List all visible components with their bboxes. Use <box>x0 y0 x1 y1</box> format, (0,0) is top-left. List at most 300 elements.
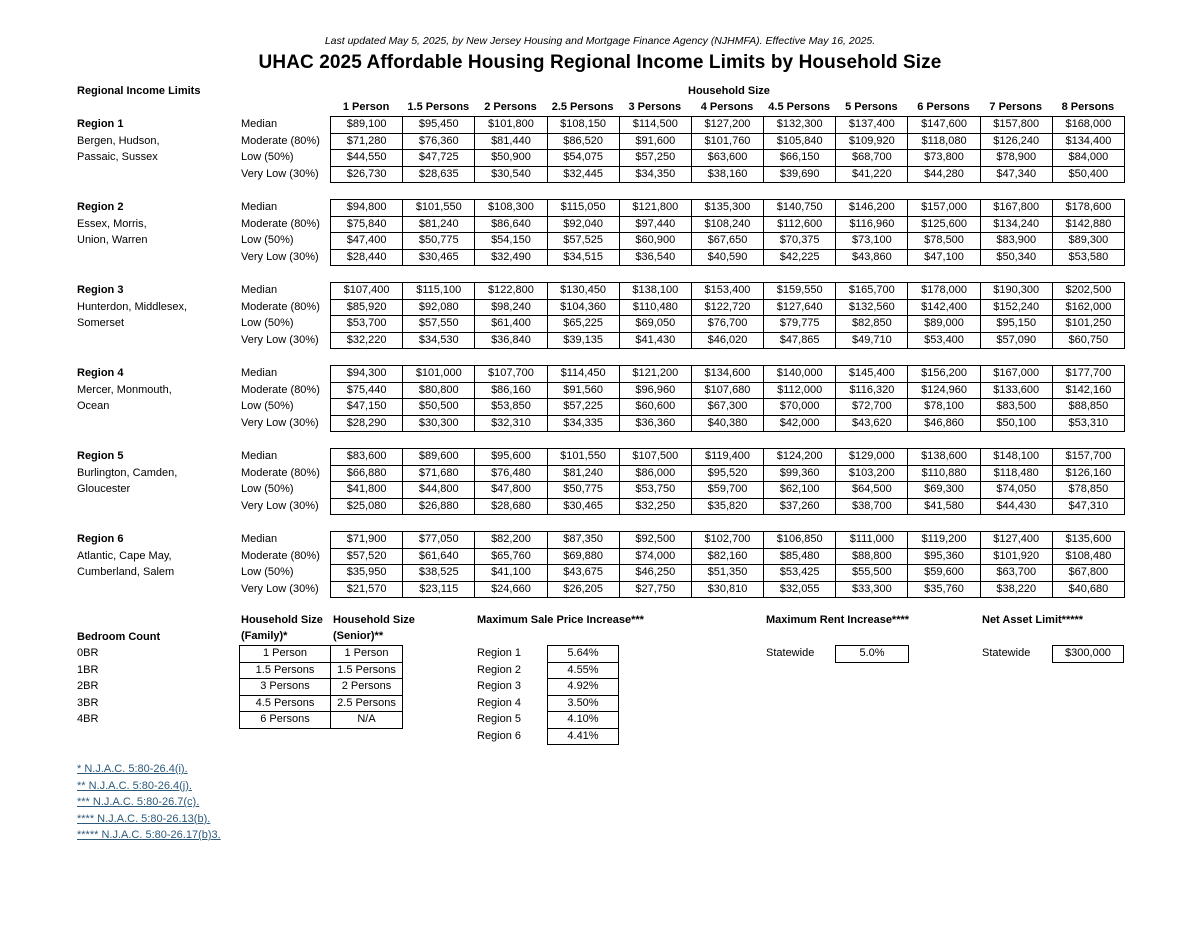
sale-price-region-label: Region 3 <box>477 680 522 692</box>
region-name: Region 5 <box>77 450 124 462</box>
income-cell: $167,800 <box>981 200 1053 217</box>
income-cell: $30,810 <box>692 582 764 599</box>
income-cell: $124,960 <box>908 383 980 400</box>
income-cell: $72,700 <box>836 399 908 416</box>
income-level-label: Moderate (80%) <box>241 134 320 147</box>
income-cell: $121,800 <box>620 200 692 217</box>
family-size-cell: 6 Persons <box>240 712 331 729</box>
income-cell: $42,000 <box>764 416 836 433</box>
column-header: 4 Persons <box>700 101 754 113</box>
income-cell: $37,260 <box>764 499 836 516</box>
income-cell: $78,850 <box>1053 482 1125 499</box>
income-cell: $42,225 <box>764 250 836 267</box>
income-cell: $53,310 <box>1053 416 1125 433</box>
income-cell: $57,550 <box>403 316 475 333</box>
column-header: 1 Person <box>342 101 390 113</box>
income-cell: $92,080 <box>403 300 475 317</box>
income-cell: $63,600 <box>692 150 764 167</box>
net-asset-value: $300,000 <box>1053 646 1124 663</box>
income-cell: $134,400 <box>1053 134 1125 151</box>
income-cell: $57,250 <box>620 150 692 167</box>
income-cell: $53,750 <box>620 482 692 499</box>
income-cell: $38,220 <box>981 582 1053 599</box>
sale-price-cell: 3.50% <box>548 696 619 713</box>
income-cell: $116,960 <box>836 217 908 234</box>
income-cell: $115,100 <box>403 283 475 300</box>
sale-price-region-label: Region 2 <box>477 663 522 676</box>
income-cell: $30,300 <box>403 416 475 433</box>
income-cell: $66,150 <box>764 150 836 167</box>
income-cell: $88,850 <box>1053 399 1125 416</box>
income-cell: $86,160 <box>475 383 547 400</box>
income-cell: $34,350 <box>620 167 692 184</box>
income-cell: $83,900 <box>981 233 1053 250</box>
income-cell: $53,425 <box>764 565 836 582</box>
income-cell: $28,635 <box>403 167 475 184</box>
family-size-cell: 4.5 Persons <box>240 696 331 713</box>
income-level-label: Very Low (30%) <box>241 416 319 429</box>
column-header: 8 Persons <box>1061 101 1115 113</box>
income-cell: $40,680 <box>1053 582 1125 599</box>
sale-price-cell: 4.55% <box>548 663 619 680</box>
income-cell: $142,160 <box>1053 383 1125 400</box>
income-cell: $99,360 <box>764 466 836 483</box>
income-cell: $47,150 <box>331 399 403 416</box>
income-cell: $77,050 <box>403 532 475 549</box>
income-cell: $60,600 <box>620 399 692 416</box>
income-cell: $76,360 <box>403 134 475 151</box>
income-cell: $156,200 <box>908 366 980 383</box>
income-cell: $53,400 <box>908 333 980 350</box>
income-cell: $105,840 <box>764 134 836 151</box>
income-cell: $47,725 <box>403 150 475 167</box>
income-cell: $32,490 <box>475 250 547 267</box>
income-cell: $47,400 <box>331 233 403 250</box>
income-cell: $83,500 <box>981 399 1053 416</box>
income-cell: $103,200 <box>836 466 908 483</box>
income-cell: $75,840 <box>331 217 403 234</box>
income-cell: $30,465 <box>403 250 475 267</box>
bedroom-label: 3BR <box>77 696 99 709</box>
column-header: 4.5 Persons <box>768 101 831 113</box>
sale-price-cell: 4.10% <box>548 712 619 729</box>
income-cell: $66,880 <box>331 466 403 483</box>
income-level-label: Median <box>241 284 278 296</box>
family-size-cell: 1 Person <box>240 646 331 663</box>
income-cell: $129,000 <box>836 449 908 466</box>
income-cell: $32,250 <box>620 499 692 516</box>
footnote-link[interactable]: * N.J.A.C. 5:80-26.4(i). <box>77 763 188 775</box>
column-header: 5 Persons <box>845 101 898 113</box>
income-cell: $74,050 <box>981 482 1053 499</box>
income-cell: $94,800 <box>331 200 403 217</box>
income-cell: $157,800 <box>981 117 1053 134</box>
income-cell: $65,760 <box>475 549 547 566</box>
income-cell: $75,440 <box>331 383 403 400</box>
income-cell: $126,240 <box>981 134 1053 151</box>
income-cell: $39,135 <box>548 333 620 350</box>
income-cell: $86,640 <box>475 217 547 234</box>
income-cell: $67,300 <box>692 399 764 416</box>
income-cell: $127,640 <box>764 300 836 317</box>
income-cell: $101,250 <box>1053 316 1125 333</box>
income-cell: $157,000 <box>908 200 980 217</box>
senior-size-cell: 2.5 Persons <box>331 696 403 713</box>
income-cell: $43,675 <box>548 565 620 582</box>
rent-value-box <box>835 645 909 663</box>
income-cell: $34,530 <box>403 333 475 350</box>
income-cell: $57,525 <box>548 233 620 250</box>
income-cell: $119,400 <box>692 449 764 466</box>
income-level-label: Very Low (30%) <box>241 250 319 263</box>
income-cell: $135,300 <box>692 200 764 217</box>
region-counties: Mercer, Monmouth, <box>77 383 172 396</box>
income-cell: $28,440 <box>331 250 403 267</box>
income-cell: $86,520 <box>548 134 620 151</box>
income-cell: $41,430 <box>620 333 692 350</box>
income-cell: $41,220 <box>836 167 908 184</box>
income-cell: $71,680 <box>403 466 475 483</box>
regional-income-limits-label: Regional Income Limits <box>77 85 201 97</box>
income-level-label: Low (50%) <box>241 566 294 578</box>
income-cell: $54,075 <box>548 150 620 167</box>
income-cell: $127,200 <box>692 117 764 134</box>
region-name: Region 2 <box>77 201 124 213</box>
region-name: Region 6 <box>77 533 124 545</box>
senior-size-cell: 1 Person <box>331 646 403 663</box>
income-cell: $34,335 <box>548 416 620 433</box>
income-cell: $178,600 <box>1053 200 1125 217</box>
income-cell: $92,040 <box>548 217 620 234</box>
income-level-label: Median <box>241 118 278 130</box>
income-cell: $32,445 <box>548 167 620 184</box>
region-counties: Cumberland, Salem <box>77 566 175 578</box>
sale-price-table <box>547 645 619 745</box>
income-cell: $132,560 <box>836 300 908 317</box>
region-name: Region 4 <box>77 367 124 379</box>
rent-statewide-label: Statewide <box>766 647 815 659</box>
income-cell: $107,700 <box>475 366 547 383</box>
income-cell: $112,000 <box>764 383 836 400</box>
income-cell: $73,800 <box>908 150 980 167</box>
income-cell: $26,205 <box>548 582 620 599</box>
income-cell: $89,600 <box>403 449 475 466</box>
income-cell: $57,090 <box>981 333 1053 350</box>
income-cell: $53,580 <box>1053 250 1125 267</box>
family-size-cell: 1.5 Persons <box>240 663 331 680</box>
income-cell: $68,700 <box>836 150 908 167</box>
income-cell: $118,480 <box>981 466 1053 483</box>
income-level-label: Median <box>241 367 278 379</box>
income-cell: $97,440 <box>620 217 692 234</box>
column-header: 7 Persons <box>989 101 1042 113</box>
income-cell: $94,300 <box>331 366 403 383</box>
income-cell: $127,400 <box>981 532 1053 549</box>
income-level-label: Moderate (80%) <box>241 217 320 230</box>
income-cell: $162,000 <box>1053 300 1125 317</box>
income-cell: $82,850 <box>836 316 908 333</box>
income-cell: $145,400 <box>836 366 908 383</box>
income-cell: $44,550 <box>331 150 403 167</box>
income-cell: $134,600 <box>692 366 764 383</box>
income-cell: $107,680 <box>692 383 764 400</box>
income-cell: $114,500 <box>620 117 692 134</box>
income-cell: $132,300 <box>764 117 836 134</box>
income-cell: $47,800 <box>475 482 547 499</box>
income-cell: $62,100 <box>764 482 836 499</box>
income-cell: $130,450 <box>548 283 620 300</box>
senior-size-cell: N/A <box>331 712 403 729</box>
income-level-label: Moderate (80%) <box>241 466 320 479</box>
income-cell: $153,400 <box>692 283 764 300</box>
income-cell: $159,550 <box>764 283 836 300</box>
income-cell: $64,500 <box>836 482 908 499</box>
income-level-label: Low (50%) <box>241 151 294 163</box>
income-cell: $79,775 <box>764 316 836 333</box>
column-header: 6 Persons <box>917 101 970 113</box>
income-cell: $89,300 <box>1053 233 1125 250</box>
column-header: 1.5 Persons <box>407 101 470 113</box>
income-cell: $60,900 <box>620 233 692 250</box>
income-cell: $28,290 <box>331 416 403 433</box>
sale-price-region-label: Region 1 <box>477 647 522 659</box>
page-title: UHAC 2025 Affordable Housing Regional Income Limits by Household Size <box>258 52 942 73</box>
income-cell: $114,450 <box>548 366 620 383</box>
income-cell: $24,660 <box>475 582 547 599</box>
income-cell: $44,280 <box>908 167 980 184</box>
region-counties: Atlantic, Cape May, <box>77 549 172 562</box>
income-cell: $91,560 <box>548 383 620 400</box>
income-cell: $95,150 <box>981 316 1053 333</box>
income-cell: $63,700 <box>981 565 1053 582</box>
income-cell: $165,700 <box>836 283 908 300</box>
income-cell: $71,280 <box>331 134 403 151</box>
income-cell: $49,710 <box>836 333 908 350</box>
income-cell: $69,300 <box>908 482 980 499</box>
income-cell: $41,800 <box>331 482 403 499</box>
income-cell: $54,150 <box>475 233 547 250</box>
income-level-label: Median <box>241 201 278 213</box>
income-cell: $118,080 <box>908 134 980 151</box>
income-cell: $107,500 <box>620 449 692 466</box>
sale-price-cell: 4.92% <box>548 679 619 696</box>
family-header-line1: Household Size <box>241 614 323 626</box>
income-level-label: Median <box>241 450 278 462</box>
income-cell: $50,340 <box>981 250 1053 267</box>
region-income-grid <box>330 282 1125 349</box>
senior-size-cell: 1.5 Persons <box>331 663 403 680</box>
income-cell: $142,880 <box>1053 217 1125 234</box>
income-cell: $108,480 <box>1053 549 1125 566</box>
income-cell: $43,860 <box>836 250 908 267</box>
income-cell: $50,900 <box>475 150 547 167</box>
footnote-link[interactable]: **** N.J.A.C. 5:80-26.13(b). <box>77 812 211 825</box>
income-cell: $107,400 <box>331 283 403 300</box>
income-cell: $69,880 <box>548 549 620 566</box>
income-cell: $50,500 <box>403 399 475 416</box>
footnote-link[interactable]: *** N.J.A.C. 5:80-26.7(c). <box>77 796 200 808</box>
income-level-label: Moderate (80%) <box>241 549 320 562</box>
income-cell: $59,700 <box>692 482 764 499</box>
income-cell: $111,000 <box>836 532 908 549</box>
senior-size-cell: 2 Persons <box>331 679 403 696</box>
income-cell: $82,160 <box>692 549 764 566</box>
income-cell: $30,540 <box>475 167 547 184</box>
income-cell: $167,000 <box>981 366 1053 383</box>
region-income-grid <box>330 116 1125 183</box>
income-cell: $76,700 <box>692 316 764 333</box>
region-income-grid <box>330 365 1125 432</box>
rent-header: Maximum Rent Increase**** <box>766 614 910 626</box>
page-subtitle: Last updated May 5, 2025, by New Jersey Housing and Mortgage Finance Agency (NJHMFA). Effective May 16, 2025. <box>324 35 876 47</box>
region-counties: Bergen, Hudson, <box>77 134 160 147</box>
income-cell: $47,340 <box>981 167 1053 184</box>
income-cell: $142,400 <box>908 300 980 317</box>
income-cell: $95,450 <box>403 117 475 134</box>
income-cell: $30,465 <box>548 499 620 516</box>
income-cell: $38,700 <box>836 499 908 516</box>
region-counties: Hunterdon, Middlesex, <box>77 300 188 313</box>
income-cell: $86,000 <box>620 466 692 483</box>
bedroom-label: 0BR <box>77 647 99 659</box>
net-asset-value-box <box>1052 645 1124 663</box>
income-cell: $23,115 <box>403 582 475 599</box>
income-cell: $104,360 <box>548 300 620 317</box>
footnote-link[interactable]: ** N.J.A.C. 5:80-26.4(j). <box>77 779 192 792</box>
income-cell: $41,580 <box>908 499 980 516</box>
income-cell: $146,200 <box>836 200 908 217</box>
income-cell: $35,760 <box>908 582 980 599</box>
income-cell: $50,400 <box>1053 167 1125 184</box>
income-cell: $133,600 <box>981 383 1053 400</box>
income-level-label: Very Low (30%) <box>241 333 319 346</box>
income-cell: $101,000 <box>403 366 475 383</box>
income-cell: $202,500 <box>1053 283 1125 300</box>
income-cell: $47,100 <box>908 250 980 267</box>
income-cell: $121,200 <box>620 366 692 383</box>
income-cell: $74,000 <box>620 549 692 566</box>
income-cell: $98,240 <box>475 300 547 317</box>
income-cell: $55,500 <box>836 565 908 582</box>
column-header: 2.5 Persons <box>551 101 614 113</box>
income-cell: $40,590 <box>692 250 764 267</box>
income-cell: $81,240 <box>403 217 475 234</box>
income-cell: $53,850 <box>475 399 547 416</box>
income-cell: $110,480 <box>620 300 692 317</box>
income-cell: $57,225 <box>548 399 620 416</box>
income-cell: $85,920 <box>331 300 403 317</box>
income-cell: $85,480 <box>764 549 836 566</box>
income-cell: $92,500 <box>620 532 692 549</box>
family-header-line2: (Family)* <box>241 630 288 642</box>
income-cell: $137,400 <box>836 117 908 134</box>
income-cell: $32,310 <box>475 416 547 433</box>
income-cell: $47,865 <box>764 333 836 350</box>
income-cell: $108,150 <box>548 117 620 134</box>
income-cell: $28,680 <box>475 499 547 516</box>
income-level-label: Very Low (30%) <box>241 582 319 595</box>
income-cell: $134,240 <box>981 217 1053 234</box>
income-cell: $36,540 <box>620 250 692 267</box>
income-level-label: Very Low (30%) <box>241 499 319 512</box>
income-level-label: Low (50%) <box>241 400 294 412</box>
income-cell: $138,600 <box>908 449 980 466</box>
income-cell: $81,240 <box>548 466 620 483</box>
income-cell: $138,100 <box>620 283 692 300</box>
income-cell: $140,000 <box>764 366 836 383</box>
income-level-label: Very Low (30%) <box>241 167 319 180</box>
income-cell: $102,700 <box>692 532 764 549</box>
income-cell: $95,600 <box>475 449 547 466</box>
income-cell: $59,600 <box>908 565 980 582</box>
income-cell: $50,775 <box>403 233 475 250</box>
income-cell: $78,100 <box>908 399 980 416</box>
income-cell: $57,520 <box>331 549 403 566</box>
bedroom-label: 4BR <box>77 713 99 725</box>
bedroom-count-label: Bedroom Count <box>77 631 161 643</box>
income-cell: $27,750 <box>620 582 692 599</box>
income-cell: $25,080 <box>331 499 403 516</box>
income-cell: $44,430 <box>981 499 1053 516</box>
net-asset-statewide-label: Statewide <box>982 647 1031 659</box>
income-cell: $39,690 <box>764 167 836 184</box>
income-cell: $50,100 <box>981 416 1053 433</box>
footnote-link[interactable]: ***** N.J.A.C. 5:80-26.17(b)3. <box>77 829 221 841</box>
region-income-grid <box>330 531 1125 598</box>
income-cell: $38,160 <box>692 167 764 184</box>
income-cell: $60,750 <box>1053 333 1125 350</box>
income-cell: $88,800 <box>836 549 908 566</box>
income-cell: $106,850 <box>764 532 836 549</box>
income-cell: $46,860 <box>908 416 980 433</box>
income-cell: $122,720 <box>692 300 764 317</box>
income-cell: $190,300 <box>981 283 1053 300</box>
income-cell: $84,000 <box>1053 150 1125 167</box>
income-cell: $126,160 <box>1053 466 1125 483</box>
income-cell: $41,100 <box>475 565 547 582</box>
income-cell: $101,550 <box>403 200 475 217</box>
income-cell: $35,820 <box>692 499 764 516</box>
bedroom-label: 1BR <box>77 663 99 676</box>
income-cell: $34,515 <box>548 250 620 267</box>
income-level-label: Median <box>241 533 278 545</box>
income-cell: $61,400 <box>475 316 547 333</box>
bedroom-label: 2BR <box>77 680 99 692</box>
sale-price-region-label: Region 4 <box>477 696 522 709</box>
income-cell: $157,700 <box>1053 449 1125 466</box>
income-cell: $109,920 <box>836 134 908 151</box>
income-cell: $89,100 <box>331 117 403 134</box>
income-level-label: Low (50%) <box>241 234 294 246</box>
income-cell: $65,225 <box>548 316 620 333</box>
income-cell: $122,800 <box>475 283 547 300</box>
bedroom-household-table <box>239 645 403 729</box>
region-counties: Passaic, Sussex <box>77 151 158 163</box>
income-cell: $21,570 <box>331 582 403 599</box>
income-cell: $87,350 <box>548 532 620 549</box>
income-cell: $50,775 <box>548 482 620 499</box>
region-counties: Gloucester <box>77 483 131 495</box>
income-cell: $152,240 <box>981 300 1053 317</box>
income-cell: $147,600 <box>908 117 980 134</box>
income-cell: $53,700 <box>331 316 403 333</box>
income-cell: $82,200 <box>475 532 547 549</box>
region-name: Region 3 <box>77 284 124 296</box>
income-cell: $61,640 <box>403 549 475 566</box>
income-cell: $81,440 <box>475 134 547 151</box>
income-cell: $101,800 <box>475 117 547 134</box>
region-income-grid <box>330 199 1125 266</box>
